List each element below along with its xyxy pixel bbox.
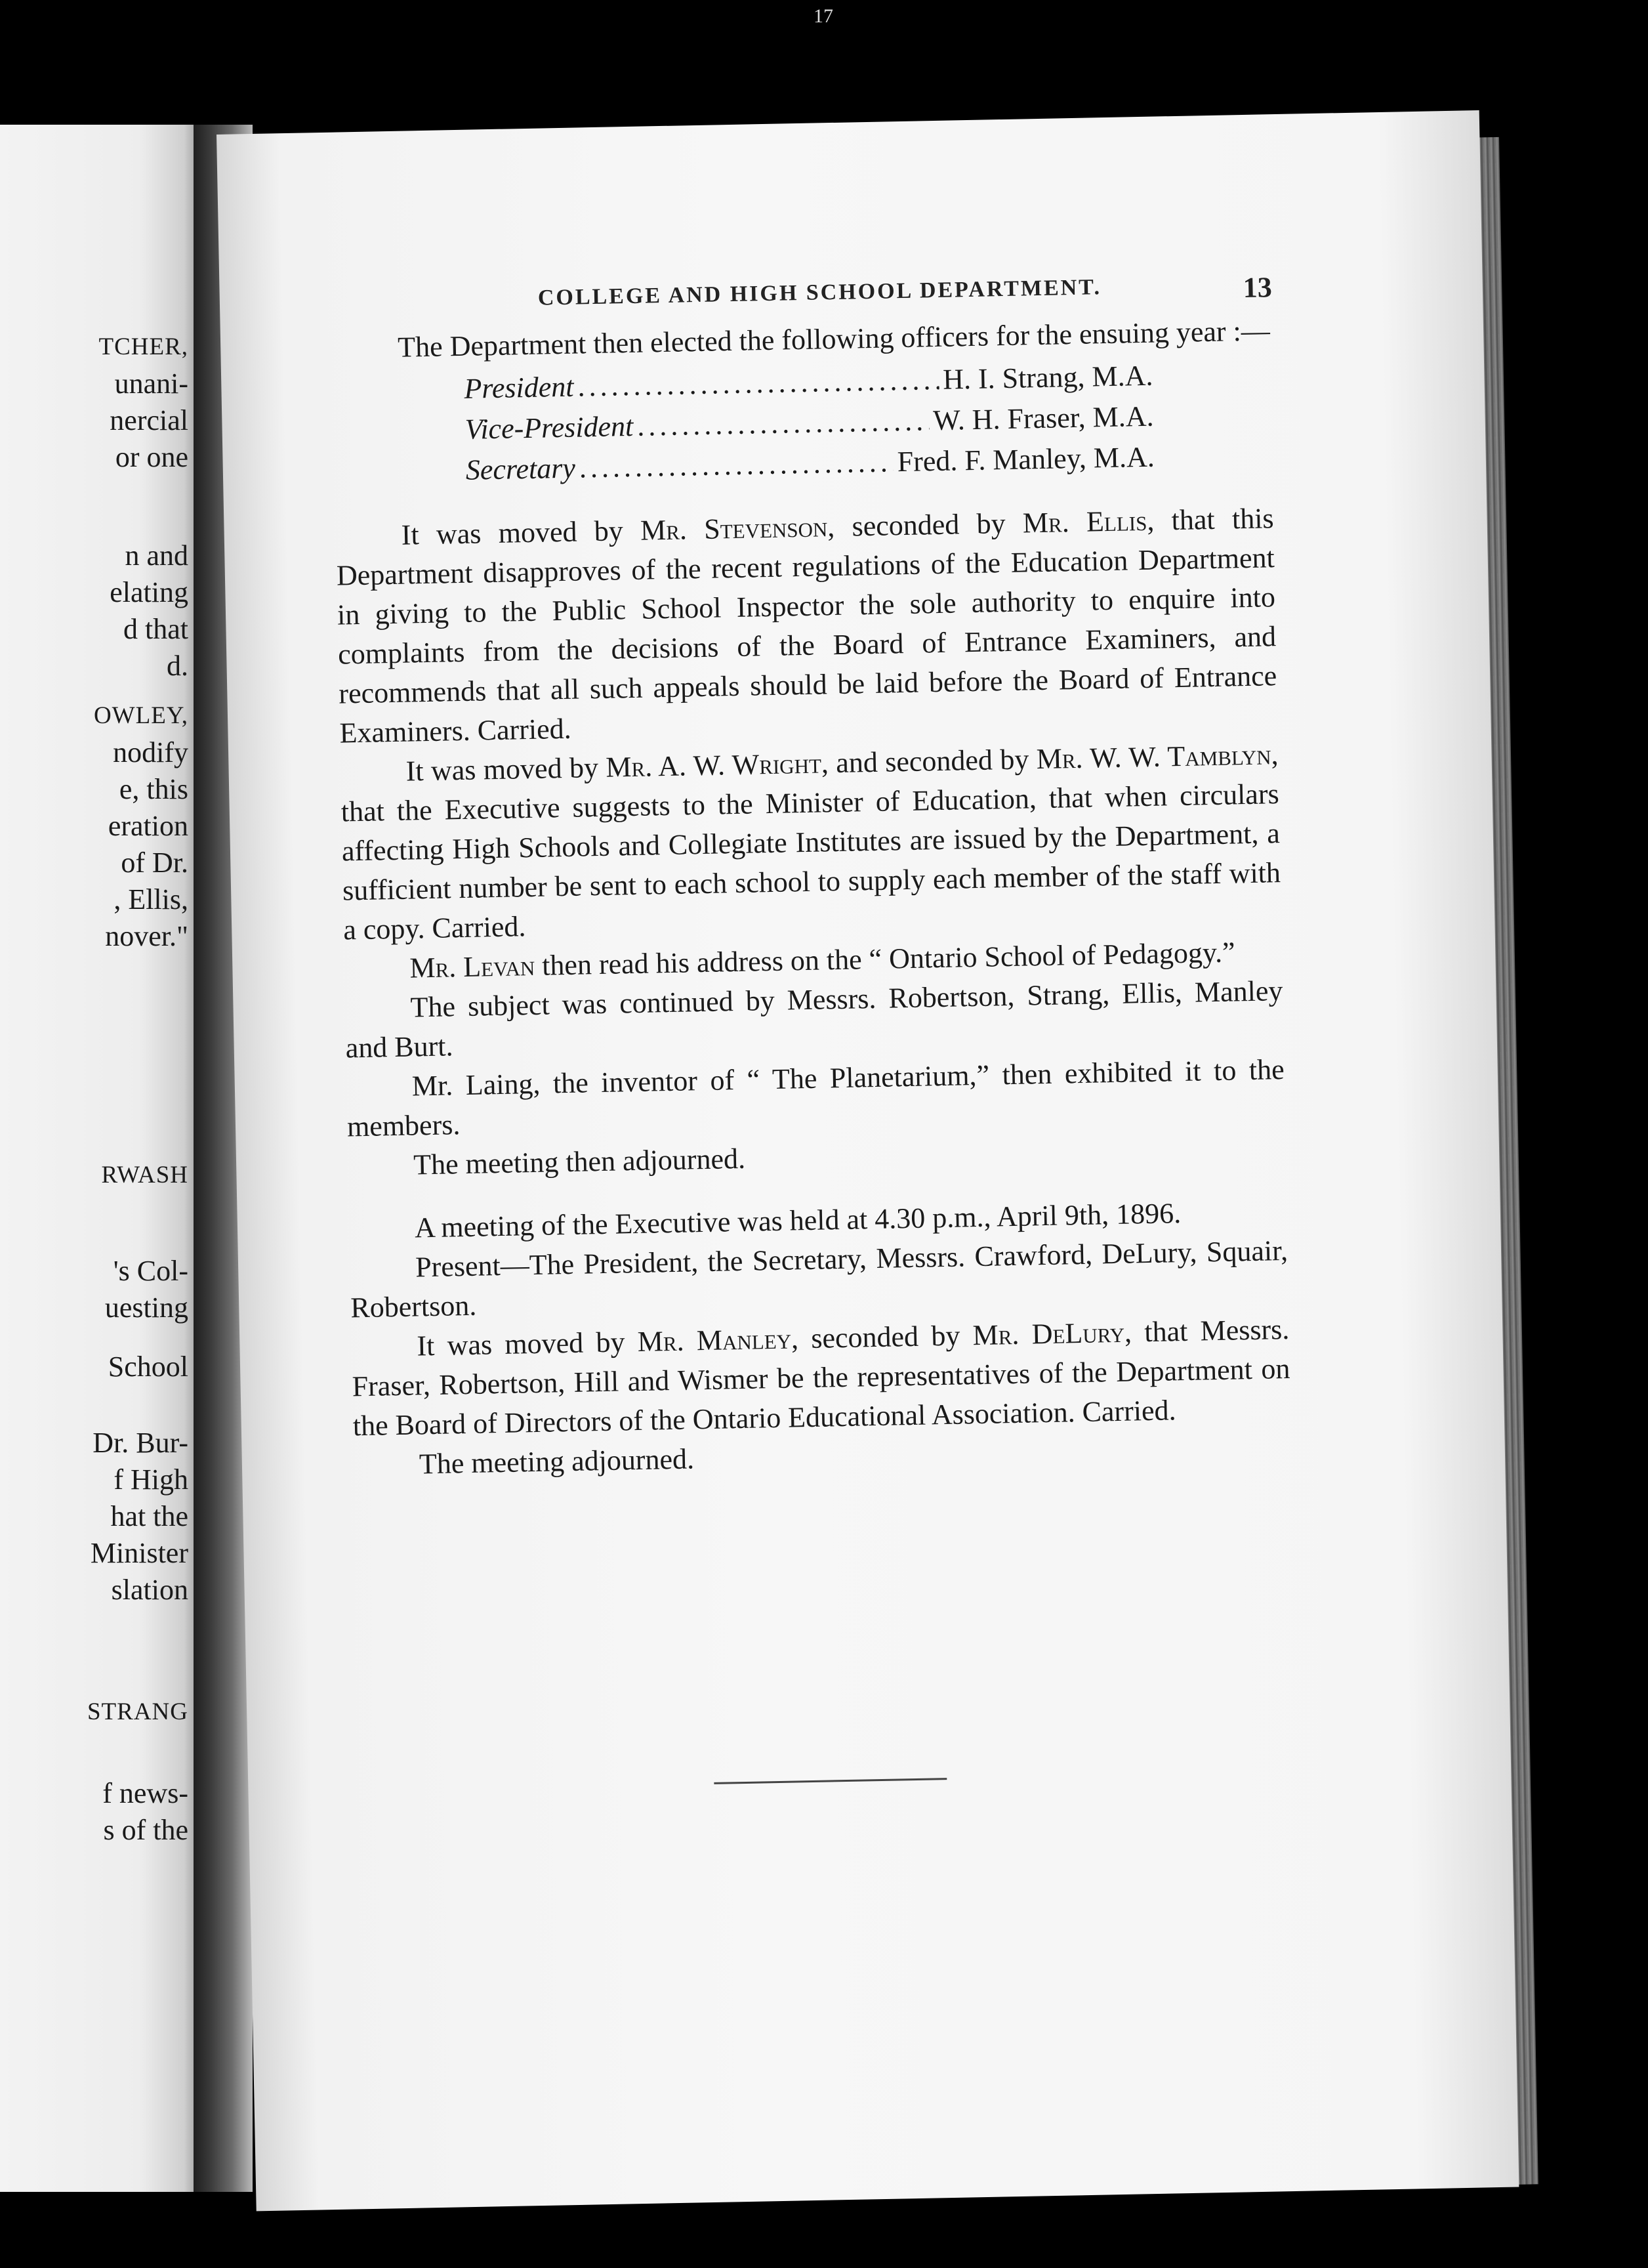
officer-role: Vice-President	[464, 410, 634, 446]
officer-name: Fred. F. Manley, M.A.	[897, 440, 1155, 478]
motion-stevenson-paragraph	[335, 499, 1278, 753]
left-page-line-fragment: uesting	[104, 1292, 188, 1324]
seconder-name: Mr. DeLury	[972, 1316, 1125, 1352]
text-run: , that this Department disapproves of the recent regulations of the Education Department in giving to the Public School Inspector the sole authority to enquire into complaints from the decisions of the Board of Entrance Examiners, and recommends that all such appeals should be laid before the Board of Entrance Examiners. Carried.	[336, 502, 1277, 749]
text-run: then read his address on the “ Ontario School of Pedagogy.”	[534, 936, 1236, 982]
left-page-line-fragment: , Ellis,	[113, 883, 188, 915]
speaker-name: Mr. Levan	[409, 949, 535, 984]
left-page-line-fragment: elating	[110, 576, 188, 608]
left-page-line-fragment: Dr. Bur-	[93, 1427, 188, 1459]
text-run: , that the Executive suggests to the Minister of Education, that when circulars affecting High Schools and Collegiate Institutes are issued by the Department, a sufficient number be sent to each school to supply each member of the staff with a copy. Carried.	[340, 738, 1281, 946]
motion-manley-paragraph	[351, 1310, 1291, 1446]
left-page-line-fragment: of Dr.	[121, 847, 188, 879]
left-page-line-fragment: f news-	[102, 1777, 188, 1809]
executive-meeting-paragraph: A meeting of the Executive was held at 4.30 p.m., April 9th, 1896.	[414, 1197, 1182, 1244]
mover-name: Mr. Stevenson	[640, 511, 828, 547]
leader-dots	[637, 400, 930, 447]
left-page-line-fragment: n and	[125, 539, 188, 572]
left-page-line-fragment: d.	[167, 650, 188, 682]
left-page-line-fragment: STRANG	[87, 1698, 188, 1725]
officer-role: Secretary	[465, 452, 576, 486]
final-adjourned-paragraph: The meeting adjourned.	[419, 1442, 695, 1480]
motion-wright-paragraph	[340, 735, 1281, 950]
text-run: It was moved by	[401, 514, 641, 551]
leader-dots	[577, 360, 939, 408]
left-page-line-fragment: or one	[115, 441, 188, 473]
left-page-line-fragment: School	[108, 1351, 188, 1383]
officers-list	[464, 353, 1273, 491]
text-run: It was moved by	[405, 751, 606, 788]
text-run: , that Messrs. Fraser, Robertson, Hill and Wismer be the representatives of the Department on the Board of Directors of the Ontario Educational Association. Carried.	[352, 1312, 1290, 1442]
discussion-paragraph: The subject was continued by Messrs. Robertson, Strang, Ellis, Manley and Burt.	[345, 975, 1283, 1064]
previous-page-fragment	[0, 125, 200, 2192]
left-page-line-fragment: OWLEY,	[93, 702, 188, 729]
left-page-line-fragment: slation	[111, 1574, 188, 1606]
mover-name: Mr. A. W. Wright	[605, 747, 822, 784]
left-page-line-fragment: Minister	[90, 1537, 188, 1569]
page-body	[332, 311, 1292, 1485]
left-page-line-fragment: f High	[113, 1463, 188, 1496]
intro-paragraph: The Department then elected the following officers for the ensuing year :—	[397, 314, 1271, 364]
left-page-line-fragment: d that	[123, 613, 188, 645]
text-run: , seconded by	[791, 1319, 974, 1355]
left-page-line-fragment: e, this	[119, 773, 188, 805]
leader-dots	[579, 442, 894, 488]
left-page-line-fragment: nover."	[105, 920, 188, 952]
left-page-line-fragment: s of the	[103, 1814, 188, 1846]
left-page-line-fragment: hat the	[110, 1500, 188, 1532]
page-number: 13	[1243, 271, 1273, 304]
seconder-name: Mr. W. W. Tamblyn	[1036, 738, 1271, 776]
left-page-line-fragment: nercial	[110, 404, 188, 436]
scan-mark-label: 17	[814, 5, 833, 27]
left-page-line-fragment: eration	[108, 810, 188, 842]
left-page-line-fragment: TCHER,	[98, 333, 188, 360]
left-page-line-fragment: RWASH	[101, 1162, 188, 1188]
book-page	[216, 110, 1519, 2211]
mover-name: Mr. Manley	[637, 1322, 792, 1358]
left-page-line-fragment: 's Col-	[113, 1255, 188, 1287]
left-page-line-fragment: nodify	[113, 736, 188, 768]
text-run: , seconded by	[827, 507, 1023, 543]
seconder-name: Mr. Ellis	[1022, 504, 1147, 539]
adjourned-paragraph: The meeting then adjourned.	[413, 1142, 746, 1181]
left-page-line-fragment: unani-	[114, 368, 188, 400]
end-rule	[714, 1778, 947, 1784]
present-paragraph: Present—The President, the Secretary, Messrs. Crawford, DeLury, Squair, Robertson.	[350, 1234, 1288, 1324]
officer-name: W. H. Fraser, M.A.	[932, 400, 1154, 437]
officer-name: H. I. Strang, M.A.	[942, 359, 1153, 396]
running-head: COLLEGE AND HIGH SCHOOL DEPARTMENT.	[537, 275, 1102, 310]
text-run: It was moved by	[417, 1326, 638, 1362]
text-run: , and seconded by	[821, 743, 1037, 780]
planetarium-paragraph: Mr. Laing, the inventor of “ The Planetarium,” then exhibited it to the members.	[346, 1053, 1285, 1143]
officer-role: President	[464, 370, 574, 405]
